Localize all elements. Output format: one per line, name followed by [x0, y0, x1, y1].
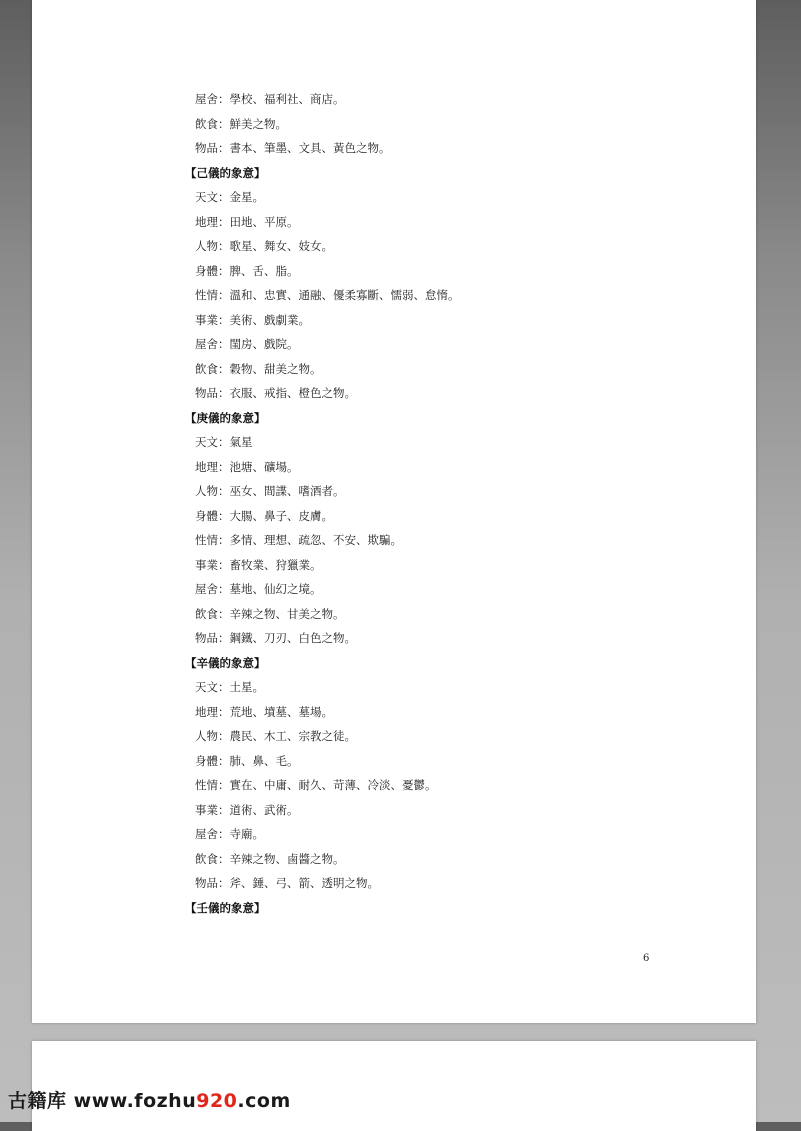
entry-separator: ： — [218, 386, 230, 400]
entry-separator: ： — [218, 582, 230, 596]
entry-line — [185, 210, 705, 235]
entry-label: 物品 — [195, 876, 218, 890]
entry-label: 地理 — [195, 704, 218, 719]
entry-label: 事業 — [195, 802, 218, 817]
entry-line — [185, 87, 705, 112]
entry-separator: ： — [218, 508, 230, 523]
entry-label: 性情 — [195, 533, 218, 547]
entry-value: 斧、錘、弓、箭、透明之物。 — [229, 876, 379, 890]
entry-separator: ： — [218, 729, 230, 743]
entry-label: 人物 — [195, 729, 218, 743]
entry-separator: ： — [218, 778, 230, 792]
section-heading: 【壬儀的象意】 — [185, 900, 266, 915]
entry-separator: ： — [218, 753, 230, 768]
entry-separator: ： — [218, 631, 230, 645]
entry-separator: ： — [218, 141, 230, 155]
entry-line — [185, 455, 705, 480]
entry-value: 鋼鐵、刀刃、白色之物。 — [229, 631, 356, 645]
entry-separator: ： — [218, 704, 230, 719]
entry-label: 天文 — [195, 435, 218, 449]
entry-line — [185, 675, 705, 700]
entry-label: 天文 — [195, 680, 218, 694]
entry-label: 性情 — [195, 778, 218, 792]
entry-value: 畜牧業、狩獵業。 — [229, 557, 322, 572]
entry-line — [185, 553, 705, 578]
entry-separator: ： — [218, 361, 230, 376]
entry-separator: ： — [218, 190, 230, 204]
entry-value: 辛辣之物、鹵醬之物。 — [229, 851, 345, 866]
entry-line — [185, 381, 705, 406]
entry-value: 金星。 — [229, 190, 264, 204]
entry-label: 事業 — [195, 312, 218, 327]
entry-label: 人物 — [195, 239, 218, 253]
entry-value: 鮮美之物。 — [229, 116, 287, 131]
entry-value: 道術、武術。 — [229, 802, 299, 817]
watermark — [8, 1086, 291, 1116]
entry-line — [185, 259, 705, 284]
entry-value: 脾、舌、脂。 — [229, 263, 299, 278]
entry-label: 屋舍 — [195, 92, 218, 106]
entry-label: 地理 — [195, 459, 218, 474]
entry-value: 墓地、仙幻之境。 — [229, 582, 322, 596]
entry-value: 農民、木工、宗教之徒。 — [229, 729, 356, 743]
entry-separator: ： — [218, 459, 230, 474]
entry-separator: ： — [218, 484, 230, 498]
entry-separator: ： — [218, 802, 230, 817]
entry-line — [185, 479, 705, 504]
entry-separator: ： — [218, 92, 230, 106]
entry-line — [185, 700, 705, 725]
entry-value: 多情、理想、疏忽、不安、欺騙。 — [229, 533, 402, 547]
entry-label: 屋舍 — [195, 582, 218, 596]
entry-line — [185, 430, 705, 455]
entry-label: 物品 — [195, 141, 218, 155]
entry-separator: ： — [218, 533, 230, 547]
entry-separator: ： — [218, 557, 230, 572]
entry-label: 地理 — [195, 214, 218, 229]
entry-line — [185, 798, 705, 823]
entry-value: 荒地、墳墓、墓場。 — [229, 704, 333, 719]
entry-line — [185, 357, 705, 382]
entry-line — [185, 822, 705, 847]
entry-line — [185, 332, 705, 357]
page-content — [185, 87, 705, 920]
entry-value: 池塘、礦場。 — [229, 459, 299, 474]
section-heading: 【己儀的象意】 — [185, 165, 266, 180]
page-number: 6 — [643, 953, 650, 964]
entry-line — [185, 724, 705, 749]
entry-value: 巫女、間諜、嗜酒者。 — [229, 484, 345, 498]
entry-separator: ： — [218, 239, 230, 253]
entry-value: 大腸、鼻子、皮膚。 — [229, 508, 333, 523]
entry-separator: ： — [218, 214, 230, 229]
entry-separator: ： — [218, 876, 230, 890]
entry-value: 穀物、甜美之物。 — [229, 361, 322, 376]
entry-separator: ： — [218, 680, 230, 694]
entry-line — [185, 847, 705, 872]
entry-label: 飲食 — [195, 361, 218, 376]
entry-line — [185, 185, 705, 210]
entry-value: 辛辣之物、甘美之物。 — [229, 606, 345, 621]
entry-label: 物品 — [195, 631, 218, 645]
entry-separator: ： — [218, 312, 230, 327]
section-heading: 【辛儀的象意】 — [185, 655, 266, 670]
watermark-site-prefix: www.fozhu — [73, 1090, 197, 1112]
entry-label: 身體 — [195, 508, 218, 523]
watermark-site — [74, 1090, 291, 1112]
entry-line — [185, 577, 705, 602]
entry-line — [185, 602, 705, 627]
entry-value: 肺、鼻、毛。 — [229, 753, 299, 768]
entry-separator: ： — [218, 851, 230, 866]
entry-label: 飲食 — [195, 606, 218, 621]
entry-separator: ： — [218, 435, 230, 449]
entry-value: 衣服、戒指、橙色之物。 — [229, 386, 356, 400]
document-page — [32, 0, 756, 1023]
entry-label: 屋舍 — [195, 337, 218, 351]
entry-value: 閨房、戲院。 — [229, 337, 299, 351]
entry-value: 歌星、舞女、妓女。 — [229, 239, 333, 253]
entry-label: 人物 — [195, 484, 218, 498]
entry-label: 性情 — [195, 288, 218, 302]
watermark-site-suffix: .com — [237, 1090, 291, 1112]
entry-value: 溫和、忠實、通融、優柔寡斷、懦弱、怠惰。 — [229, 288, 460, 302]
entry-separator: ： — [218, 606, 230, 621]
entry-label: 事業 — [195, 557, 218, 572]
entry-label: 屋舍 — [195, 827, 218, 841]
entry-value: 氣星 — [229, 435, 253, 449]
section-heading: 【庚儀的象意】 — [185, 410, 266, 425]
entry-separator: ： — [218, 288, 230, 302]
entry-value: 田地、平原。 — [229, 214, 299, 229]
entry-value: 美術、戲劇業。 — [229, 312, 310, 327]
entry-value: 實在、中庸、耐久、苛薄、冷淡、憂鬱。 — [229, 778, 437, 792]
watermark-brand: 古籍库 — [8, 1090, 67, 1112]
entry-line — [185, 136, 705, 161]
entry-value: 學校、福利社、商店。 — [229, 92, 345, 106]
entry-line — [185, 773, 705, 798]
entry-value: 寺廟。 — [229, 827, 264, 841]
entry-line — [185, 283, 705, 308]
entry-line — [185, 504, 705, 529]
entry-label: 天文 — [195, 190, 218, 204]
entry-line — [185, 234, 705, 259]
entry-separator: ： — [218, 263, 230, 278]
entry-line — [185, 871, 705, 896]
entry-value: 書本、筆墨、文具、黃色之物。 — [229, 141, 391, 155]
entry-label: 飲食 — [195, 851, 218, 866]
watermark-site-highlight: 920 — [196, 1090, 238, 1112]
entry-line — [185, 308, 705, 333]
entry-line — [185, 528, 705, 553]
entry-label: 身體 — [195, 753, 218, 768]
entry-value: 土星。 — [229, 680, 264, 694]
entry-separator: ： — [218, 337, 230, 351]
entry-label: 物品 — [195, 386, 218, 400]
entry-separator: ： — [218, 827, 230, 841]
entry-label: 飲食 — [195, 116, 218, 131]
entry-separator: ： — [218, 116, 230, 131]
entry-label: 身體 — [195, 263, 218, 278]
entry-line — [185, 626, 705, 651]
entry-line — [185, 112, 705, 137]
entry-line — [185, 749, 705, 774]
